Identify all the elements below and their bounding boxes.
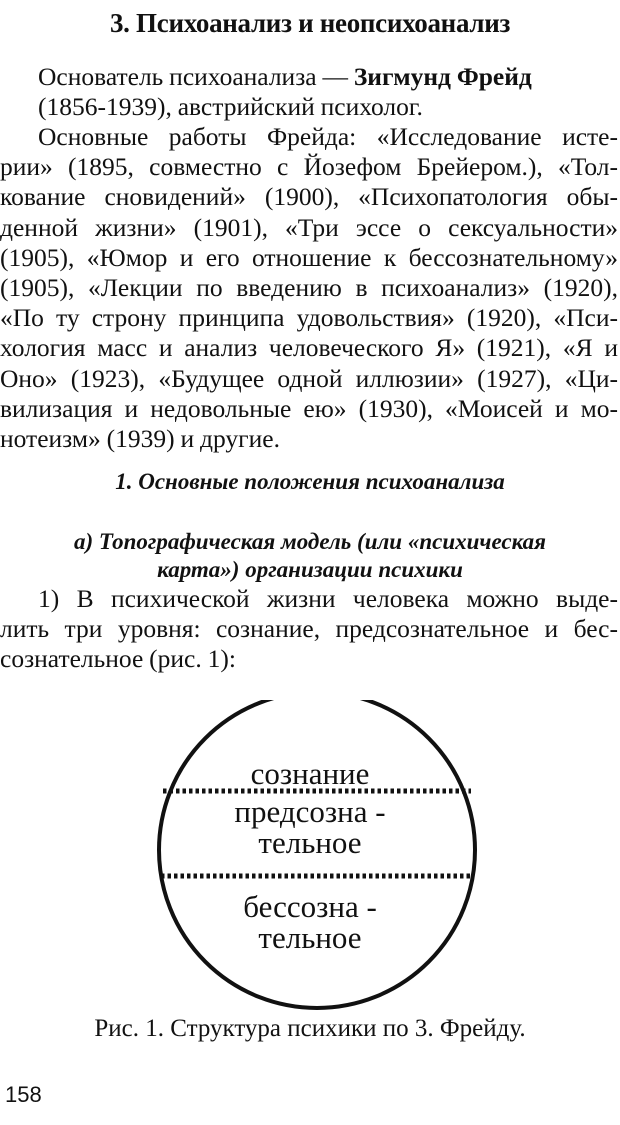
section-heading: 1. Основные положения психоанализа — [115, 469, 505, 494]
subsection-heading-line2: карта») организации психики — [157, 557, 463, 582]
figure-caption: Рис. 1. Структура психики по 3. Фрейду. — [94, 1015, 526, 1042]
works-line: хология масс и анализ человеческого Я» (1921), «Я и — [0, 333, 618, 363]
founder-paragraph — [38, 62, 578, 122]
label-unconscious-line1: бессозна - — [243, 889, 377, 924]
founder-name: Зигмунд Фрейд — [353, 62, 532, 91]
subsection-heading-line1: а) Топографическая модель (или «психическая — [73, 529, 547, 554]
page-number: 158 — [5, 1082, 42, 1107]
works-line: Основные работы Фрейда: «Исследование исте- — [38, 122, 618, 151]
works-line: «По ту строну принципа удовольствия» (1920), «Пси- — [0, 303, 618, 333]
works-line: нотеизм» (1939) и другие. — [0, 424, 280, 454]
label-conscious: сознание — [250, 756, 370, 791]
works-line: денной жизни» (1901), «Три эссе о сексуальности» — [0, 212, 618, 242]
chapter-title: 3. Психоанализ и неопсихоанализ — [109, 8, 511, 38]
levels-line: лить три уровня: сознание, предсознательное и бес- — [0, 614, 618, 644]
founder-dates: (1856-1939), австрийский психолог. — [38, 92, 423, 122]
works-line: кование сновидений» (1900), «Психопатология обы- — [0, 182, 618, 212]
works-line: рии» (1895, совместно с Йозефом Брейером.), «Тол- — [0, 152, 618, 182]
label-preconscious-line1: предсозна - — [234, 794, 386, 829]
label-unconscious-line2: тельное — [258, 920, 362, 955]
levels-line: 1) В психической жизни человека можно выде- — [38, 584, 618, 613]
founder-line — [38, 62, 578, 92]
works-paragraph — [0, 122, 618, 454]
founder-prefix: Основатель психоанализа — — [38, 62, 348, 91]
works-line: вилизация и недовольные ею» (1930), «Моисей и мо- — [0, 393, 618, 423]
works-line: (1905), «Лекции по введению в психоанализ» (1920), — [0, 273, 618, 303]
label-preconscious-line2: тельное — [258, 825, 362, 860]
works-line: (1905), «Юмор и его отношение к бессознательному» — [0, 242, 618, 272]
levels-paragraph — [0, 584, 618, 675]
levels-line: сознательное (рис. 1): — [0, 644, 236, 674]
works-line: Оно» (1923), «Будущее одной иллюзии» (1927), «Ци- — [0, 363, 618, 393]
psyche-structure-figure — [0, 700, 620, 1010]
